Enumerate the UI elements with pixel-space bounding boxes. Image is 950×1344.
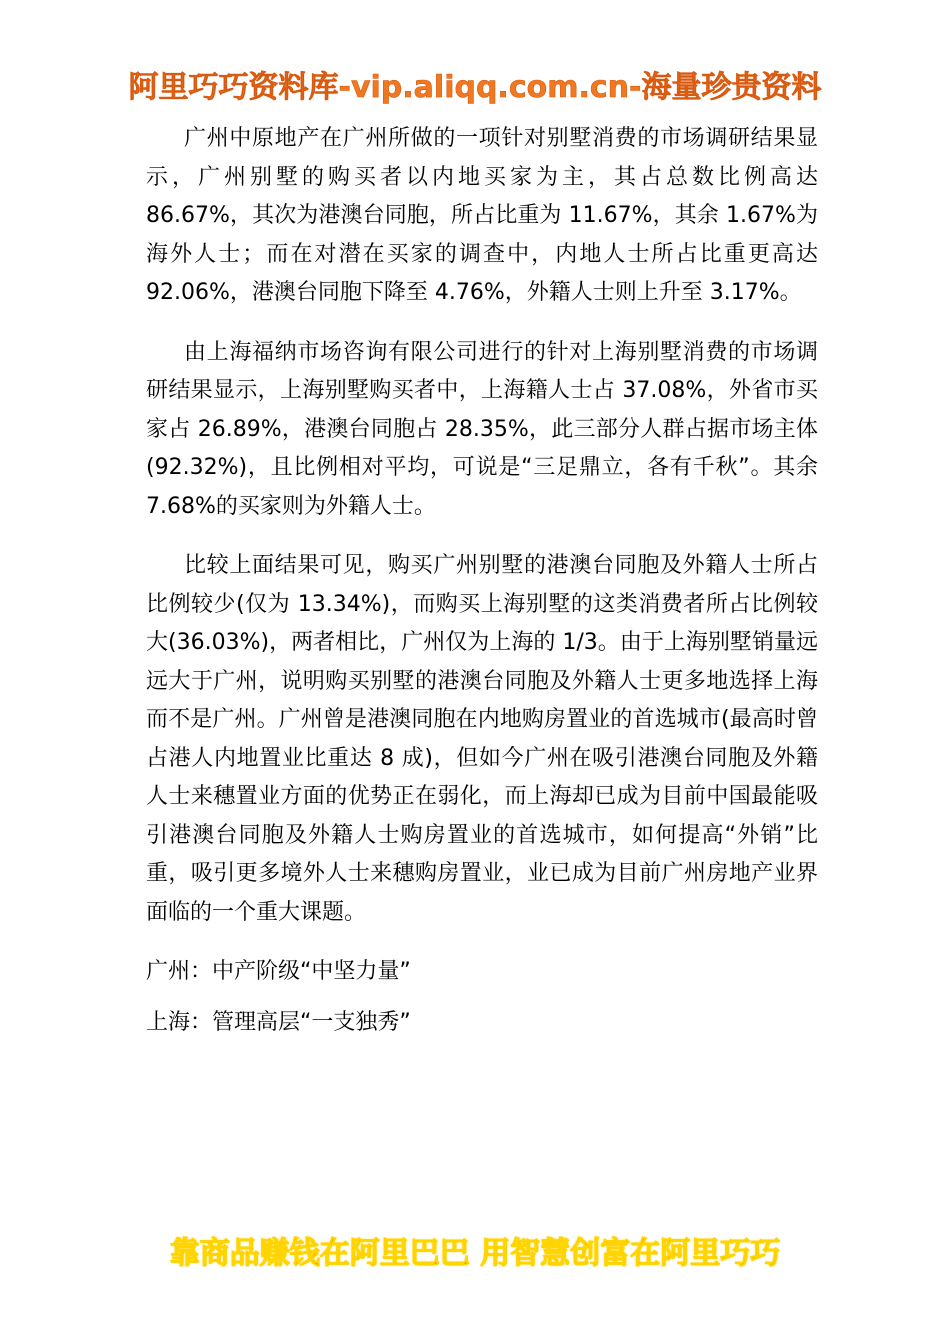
subheading-guangzhou: 广州：中产阶级“中坚力量” <box>146 959 411 984</box>
paragraph-guangzhou-survey: 广州中原地产在广州所做的一项针对别墅消费的市场调研结果显示，广州别墅的购买者以内地买家为主，其占总数比例高达 86.67%，其次为港澳台同胞，所占比重为 11.67%，其余 1.67%为海外人士；而在对潜在买家的调查中，内地人士所占比重更高达 92.06%，港澳台同胞下降至 4.76%，外籍人士则上升至 3.17%。 <box>146 126 818 305</box>
paragraph-comparison: 比较上面结果可见，购买广州别墅的港澳台同胞及外籍人士所占比例较少(仅为 13.34%)，而购买上海别墅的这类消费者所占比例较大(36.03%)，两者相比，广州仅为上海的 1/3。由于上海别墅销量远远大于广州，说明购买别墅的港澳台同胞及外籍人士更多地选择上海而不是广州。广州曾是港澳同胞在内地购房置业的首选城市(最高时曾占港人内地置业比重达 8 成)，但如今广州在吸引港澳台同胞及外籍人士来穗置业方面的优势正在弱化，而上海却已成为目前中国最能吸引港澳台同胞及外籍人士购房置业的首选城市，如何提高“外销”比重，吸引更多境外人士来穗购房置业，业已成为目前广州房地产业界面临的一个重大课题。 <box>146 553 818 925</box>
paragraph-shanghai-survey: 由上海福纳市场咨询有限公司进行的针对上海别墅消费的市场调研结果显示，上海别墅购买者中，上海籍人士占 37.08%，外省市买家占 26.89%，港澳台同胞占 28.35%，此三部分人群占据市场主体(92.32%)，且比例相对平均，可说是“三足鼎立，各有千秋”。其余 7.68%的买家则为外籍人士。 <box>146 339 818 519</box>
header-banner: 阿里巧巧资料库-vip.aliqq.com.cn-海量珍贵资料 <box>128 70 822 105</box>
footer-banner: 靠商品赚钱在阿里巴巴 用智慧创富在阿里巧巧 <box>169 1236 781 1271</box>
document-body <box>146 120 818 1054</box>
subheading-shanghai: 上海：管理高层“一支独秀” <box>146 1009 411 1035</box>
